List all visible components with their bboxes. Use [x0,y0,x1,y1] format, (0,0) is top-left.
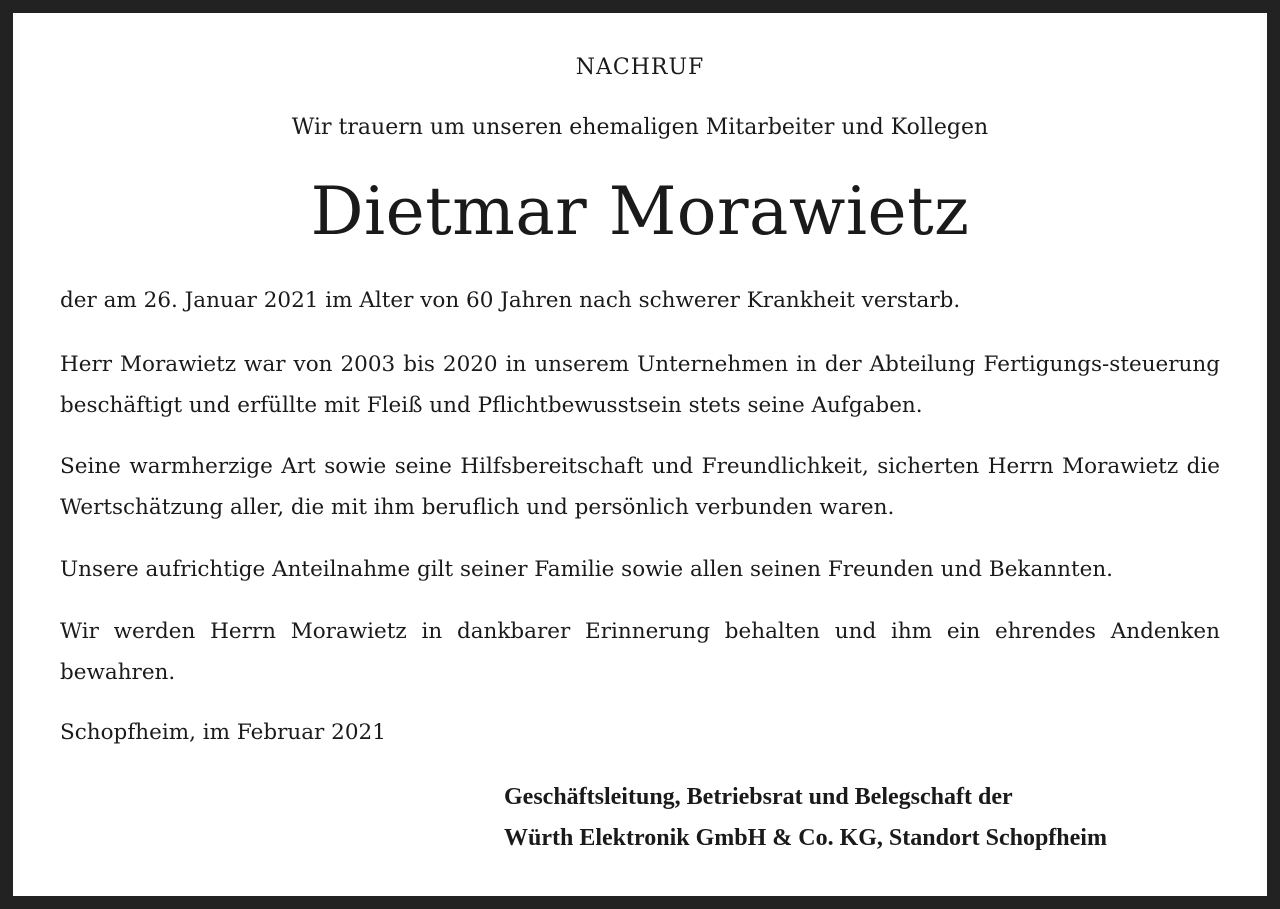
signature-line-1: Geschäftsleitung, Betriebsrat und Belegschaft der [504,784,1013,810]
paragraph-condolences: Unsere aufrichtige Anteilnahme gilt seiner Familie sowie allen seinen Freunden und Bekannten. [60,557,1114,582]
paragraph-employment: Herr Morawietz war von 2003 bis 2020 in unserem Unternehmen in der Abteilung Fertigungs-steuerung beschäftigt und erfüllte mit Fleiß und Pflichtbewusstsein stets seine Aufgaben. [60,352,1220,418]
intro-line: Wir trauern um unseren ehemaligen Mitarbeiter und Kollegen [291,115,989,140]
place-date: Schopfheim, im Februar 2021 [60,720,386,745]
paragraph-death-date: der am 26. Januar 2021 im Alter von 60 Jahren nach schwerer Krankheit verstarb. [60,288,961,313]
notice-label: NACHRUF [575,55,705,80]
paragraph-remembrance: Wir werden Herrn Morawietz in dankbarer Erinnerung behalten und ihm ein ehrendes Andenken bewahren. [60,619,1220,685]
obituary-notice [13,13,1267,896]
paragraph-character: Seine warmherzige Art sowie seine Hilfsbereitschaft und Freundlichkeit, sicherten Herrn Morawietz die Wertschätzung aller, die mit ihm beruflich und persönlich verbunden waren. [60,454,1220,520]
signature-block [504,777,1107,859]
signature-line-2: Würth Elektronik GmbH & Co. KG, Standort Schopfheim [504,825,1107,851]
deceased-name: Dietmar Morawietz [310,173,970,250]
